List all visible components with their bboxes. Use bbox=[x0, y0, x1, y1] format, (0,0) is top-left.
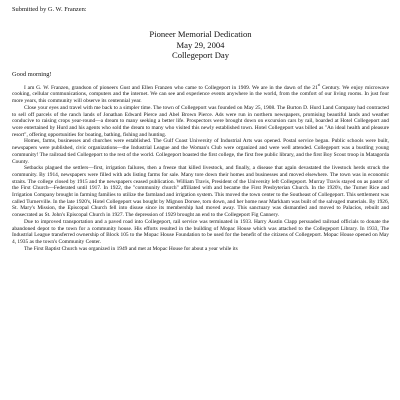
paragraph bbox=[12, 82, 389, 105]
paragraph: The First Baptist Church was organized in 1949 and met at Mopac House for about a year while its bbox=[24, 245, 238, 252]
paragraph-text: I am G. W. Franzen, grandson of pioneers Gust and Ellen Franzen who came to Collegeport in 1909. We are in the dawn of the 21 bbox=[24, 84, 318, 91]
paragraph: Homes, farms, businesses and churches were established. The Gulf Coast University of Industrial Arts was opened. Postal service began. Public schools were built, newspapers were published, civic organizations—the Industrial League and the Woman's Club were organized and were well attended. Collegeport was a bustling young community! The railroad tied Collegeport to the rest of the world. Collegeport boasted the first college, the first free public library, and the first Boy Scout troop in Matagorda County. bbox=[12, 138, 389, 165]
document-title-block bbox=[12, 29, 389, 61]
document-subtitle: Collegeport Day bbox=[171, 50, 230, 61]
paragraph: Due to improved transportation and a paved road into Collegeport, rail service was terminated in 1933. Harry Austin Clapp persuaded railroad officials to donate the abandoned depot to the town for a community house. His efforts resulted in the building of Mopac House which was attached to the Collegeport Library. In 1933, The Industrial League transferred ownership of Block 105 to the Mopac House Foundation to be used for the benefit of the citizens of Collegeport. Mopac House opened on May 4, 1935 as the town's Community Center. bbox=[12, 218, 389, 245]
document-date: May 29, 2004 bbox=[176, 39, 225, 50]
greeting-line: Good morning! bbox=[12, 70, 52, 78]
paragraph-text: Century. We enjoy microwave cooking, cellular communications, computers and the internet. We can see and experience events anywhere in the world, from the comfort of our living rooms. In just four more years, this community will observe its centennial year. bbox=[12, 84, 389, 105]
paragraph: Close your eyes and travel with me back to a simpler time. The town of Collegeport was founded on May 25, 1908. The Burton D. Hurd Land Company had contracted to sell off parcels of the ranch lands of Jonathan Edward Pierce and Abel Brown Pierce. Ads were run in northern newspapers, promising beautiful lands and weather conducive to raising crops year-round—a dream to many seeking a better life. Prospectors were brought down on excursion cars by rail, boarded at Hotel Collegeport and wore entertained by Hurd and his agents who sold the dream to many who visited this newly established town. Hotel Collegeport was billed as "An ideal health and pleasure resort", offering opportunities for boating, bathing, fishing and hunting. bbox=[12, 104, 389, 138]
submitted-by-line: Submitted by G. W. Franzen: bbox=[12, 6, 87, 13]
document-title: Pioneer Memorial Dedication bbox=[149, 29, 252, 39]
paragraph: Setbacks plagued the settlers—first, irrigation failures, then a freeze that killed livestock, and finally, a disease that again devastated the livestock herds struck the community. By 1914, newspapers were filled with ads listing farms for sale. Many tore down their homes and businesses and moved elsewhere. The town was in economic straits. The college closed by 1915 and the newspapers ceased publication. William Travis, President of the University left Collegeport. Murray Travis stayed on as pastor of the First Church—Federated until 1917. In 1922, the "community church" affiliated with and became the First Presbyterian Church. In the 1920's, the Turner Rice and Irrigation Company brought in farming families to utilize the farmland and irrigation system. This moved the town center to the Southeast of Collegeport. This settlement was called Turnerville. In the late 1920's, Hotel Collegeport was bought by Mignon Dorsee, torn down, and her home near Markham was built of the salvaged materials. By 1926, St. Mary's Mission, the Episcopal Church fell into disuse since its membership had moved away. This sanctuary was dismantled and moved to Palacios, rebuilt and consecrated as St. John's Episcopal Church in 1927. The depression of 1929 brought an end to the Collegeport Fig Cannery. bbox=[12, 165, 389, 219]
ordinal-suffix: st bbox=[317, 82, 321, 87]
